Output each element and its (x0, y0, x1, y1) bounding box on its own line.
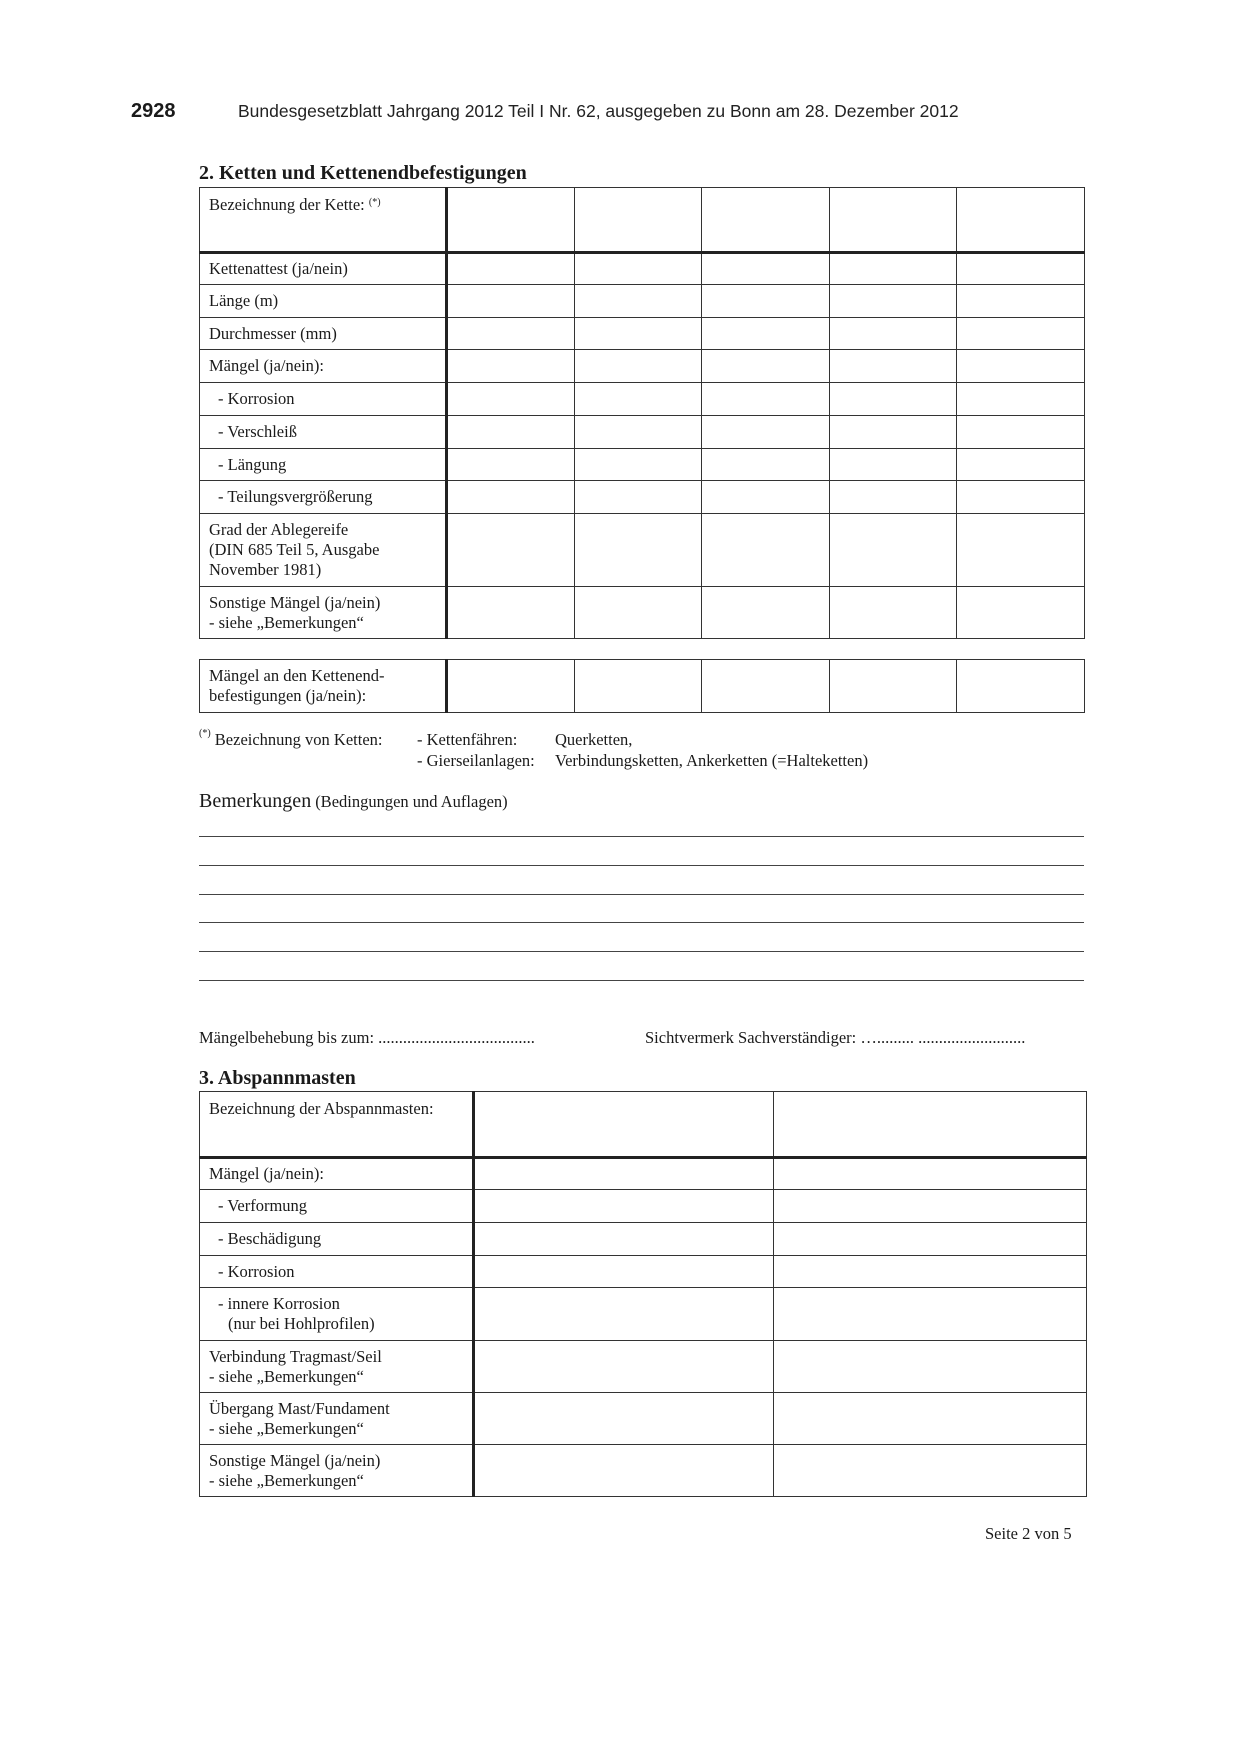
table-row (200, 350, 1085, 383)
input-cell[interactable] (447, 481, 575, 514)
input-cell[interactable] (447, 514, 575, 587)
row-label-line: - siehe „Bemerkungen“ (209, 1470, 364, 1490)
table-row (200, 1393, 1087, 1445)
table-row (200, 514, 1085, 587)
input-cell[interactable] (447, 449, 575, 481)
row-label: - Längung (200, 449, 447, 481)
row-label-line: November 1981) (209, 560, 322, 579)
input-cell[interactable] (774, 1393, 1087, 1445)
expert-signature-field[interactable]: Sichtvermerk Sachverständiger: …......... .......................... (645, 1028, 1026, 1047)
input-cell[interactable] (702, 416, 830, 449)
remarks-line[interactable] (199, 836, 1084, 837)
input-cell[interactable] (957, 481, 1085, 514)
footnote-key: - Gierseilanlagen: (417, 751, 535, 770)
input-cell[interactable] (702, 285, 830, 318)
input-cell[interactable] (574, 350, 702, 383)
remarks-line[interactable] (199, 980, 1084, 981)
input-cell[interactable] (829, 514, 957, 587)
input-cell[interactable] (774, 1256, 1087, 1288)
input-cell[interactable] (957, 660, 1085, 713)
table-header-row (200, 1092, 1087, 1158)
table-header-row (200, 188, 1085, 253)
input-cell[interactable] (447, 416, 575, 449)
row-label: - Korrosion (200, 1256, 474, 1288)
chain-input-cell[interactable] (574, 188, 702, 253)
table-row (200, 449, 1085, 481)
row-label-line: Übergang Mast/Fundament (209, 1398, 390, 1418)
row-label-line: Verbindung Tragmast/Seil (209, 1346, 382, 1366)
row-label-line: Grad der Ablegereife (209, 520, 349, 539)
table-row (200, 318, 1085, 350)
input-cell[interactable] (447, 318, 575, 350)
table-row (200, 285, 1085, 318)
section-2-title: 2. Ketten und Kettenendbefestigungen (199, 162, 527, 184)
gazette-header: Bundesgesetzblatt Jahrgang 2012 Teil I Nr. 62, ausgegeben zu Bonn am 28. Dezember 2012 (238, 101, 959, 121)
input-cell[interactable] (574, 587, 702, 639)
remarks-line[interactable] (199, 894, 1084, 895)
input-cell[interactable] (957, 449, 1085, 481)
input-cell[interactable] (474, 1341, 774, 1393)
input-cell[interactable] (574, 383, 702, 416)
input-cell[interactable] (829, 350, 957, 383)
input-cell[interactable] (447, 383, 575, 416)
chain-input-cell[interactable] (702, 188, 830, 253)
row-label: Mängel (ja/nein): (200, 1158, 474, 1190)
footnote-label: Bezeichnung von Ketten: (214, 730, 383, 749)
section-3-title: 3. Abspannmasten (199, 1067, 356, 1089)
footnote-value: Querketten, (555, 730, 633, 749)
input-cell[interactable] (447, 587, 575, 639)
deadline-field[interactable]: Mängelbehebung bis zum: ...................................... (199, 1028, 535, 1047)
row-label-line: befestigungen (ja/nein): (209, 686, 367, 705)
input-cell[interactable] (774, 1445, 1087, 1497)
table-row (200, 1256, 1087, 1288)
input-cell[interactable] (957, 514, 1085, 587)
input-cell[interactable] (774, 1288, 1087, 1341)
input-cell[interactable] (574, 416, 702, 449)
row-label: - Verschleiß (200, 416, 447, 449)
input-cell[interactable] (574, 449, 702, 481)
input-cell[interactable] (829, 660, 957, 713)
table-row (200, 587, 1085, 639)
remarks-subtitle: (Bedingungen und Auflagen) (315, 792, 508, 811)
table-row (200, 253, 1085, 285)
mast-input-cell[interactable] (774, 1092, 1087, 1158)
chain-input-cell[interactable] (957, 188, 1085, 253)
footnote-value: Verbindungsketten, Ankerketten (=Halteketten) (555, 751, 869, 770)
table-row (200, 1190, 1087, 1223)
table-row (200, 416, 1085, 449)
input-cell[interactable] (574, 318, 702, 350)
masts-table (199, 1091, 1087, 1497)
input-cell[interactable] (829, 416, 957, 449)
input-cell[interactable] (957, 285, 1085, 318)
input-cell[interactable] (774, 1341, 1087, 1393)
remarks-title: Bemerkungen (199, 790, 312, 812)
row-label-line: - siehe „Bemerkungen“ (209, 612, 364, 632)
mast-input-cell[interactable] (474, 1092, 774, 1158)
row-label: Länge (m) (200, 285, 447, 318)
input-cell[interactable] (957, 587, 1085, 639)
page-indicator: Seite 2 von 5 (985, 1524, 1072, 1543)
row-label (200, 1341, 474, 1393)
table-row (200, 1341, 1087, 1393)
input-cell[interactable] (447, 660, 575, 713)
remarks-line[interactable] (199, 951, 1084, 952)
table-row (200, 1288, 1087, 1341)
input-cell[interactable] (957, 416, 1085, 449)
input-cell[interactable] (829, 253, 957, 285)
row-label: Mängel (ja/nein): (200, 350, 447, 383)
footnote-key: - Kettenfähren: (417, 730, 518, 749)
input-cell[interactable] (702, 449, 830, 481)
input-cell[interactable] (702, 383, 830, 416)
row-label: - Teilungsvergrößerung (200, 481, 447, 514)
input-cell[interactable] (702, 253, 830, 285)
row-label: - Beschädigung (200, 1223, 474, 1256)
input-cell[interactable] (447, 253, 575, 285)
row-label (200, 1288, 474, 1341)
input-cell[interactable] (474, 1288, 774, 1341)
footnote (199, 730, 383, 750)
input-cell[interactable] (702, 318, 830, 350)
page-number: 2928 (131, 100, 176, 122)
table-row (200, 1223, 1087, 1256)
input-cell[interactable] (574, 660, 702, 713)
row-label-line: - siehe „Bemerkungen“ (209, 1418, 364, 1438)
input-cell[interactable] (474, 1190, 774, 1223)
mast-designation-label: Bezeichnung der Abspannmasten: (200, 1092, 474, 1158)
input-cell[interactable] (774, 1223, 1087, 1256)
input-cell[interactable] (829, 481, 957, 514)
input-cell[interactable] (829, 383, 957, 416)
remarks-heading (199, 790, 508, 813)
input-cell[interactable] (702, 514, 830, 587)
chains-table (199, 187, 1085, 639)
row-label-line: (DIN 685 Teil 5, Ausgabe (209, 540, 380, 559)
row-label-line: Sonstige Mängel (ja/nein) (209, 592, 381, 612)
table-row (200, 481, 1085, 514)
footnote-mark: (*) (199, 728, 211, 739)
row-label (200, 1445, 474, 1497)
input-cell[interactable] (957, 253, 1085, 285)
input-cell[interactable] (474, 1393, 774, 1445)
input-cell[interactable] (774, 1158, 1087, 1190)
input-cell[interactable] (574, 285, 702, 318)
input-cell[interactable] (474, 1256, 774, 1288)
row-label-line: - innere Korrosion (218, 1294, 340, 1313)
row-label: - Verformung (200, 1190, 474, 1223)
input-cell[interactable] (702, 350, 830, 383)
input-cell[interactable] (957, 383, 1085, 416)
input-cell[interactable] (702, 481, 830, 514)
chain-designation-label (200, 188, 447, 253)
chain-input-cell[interactable] (829, 188, 957, 253)
input-cell[interactable] (474, 1223, 774, 1256)
row-label-line: - siehe „Bemerkungen“ (209, 1366, 364, 1386)
input-cell[interactable] (702, 587, 830, 639)
input-cell[interactable] (574, 481, 702, 514)
input-cell[interactable] (574, 514, 702, 587)
row-label-line: Mängel an den Kettenend- (209, 666, 385, 685)
table-row (200, 1445, 1087, 1497)
input-cell[interactable] (829, 587, 957, 639)
footnote-mark: (*) (368, 197, 381, 208)
input-cell[interactable] (474, 1158, 774, 1190)
row-label (200, 1393, 474, 1445)
input-cell[interactable] (702, 660, 830, 713)
input-cell[interactable] (829, 449, 957, 481)
input-cell[interactable] (447, 350, 575, 383)
row-label-line: Sonstige Mängel (ja/nein) (209, 1450, 381, 1470)
input-cell[interactable] (957, 350, 1085, 383)
remarks-line[interactable] (199, 865, 1084, 866)
table-row (200, 1158, 1087, 1190)
chain-input-cell[interactable] (447, 188, 575, 253)
row-label-line: (nur bei Hohlprofilen) (228, 1314, 375, 1333)
input-cell[interactable] (774, 1190, 1087, 1223)
table-row (200, 660, 1085, 713)
input-cell[interactable] (474, 1445, 774, 1497)
input-cell[interactable] (957, 318, 1085, 350)
row-label: - Korrosion (200, 383, 447, 416)
input-cell[interactable] (447, 285, 575, 318)
chain-end-table (199, 659, 1085, 713)
table-row (200, 383, 1085, 416)
remarks-line[interactable] (199, 922, 1084, 923)
row-label: Kettenattest (ja/nein) (200, 253, 447, 285)
row-label (200, 514, 447, 587)
row-label (200, 587, 447, 639)
input-cell[interactable] (829, 285, 957, 318)
row-label (200, 660, 447, 713)
header-label-text: Bezeichnung der Kette: (209, 195, 365, 214)
input-cell[interactable] (829, 318, 957, 350)
row-label: Durchmesser (mm) (200, 318, 447, 350)
input-cell[interactable] (574, 253, 702, 285)
